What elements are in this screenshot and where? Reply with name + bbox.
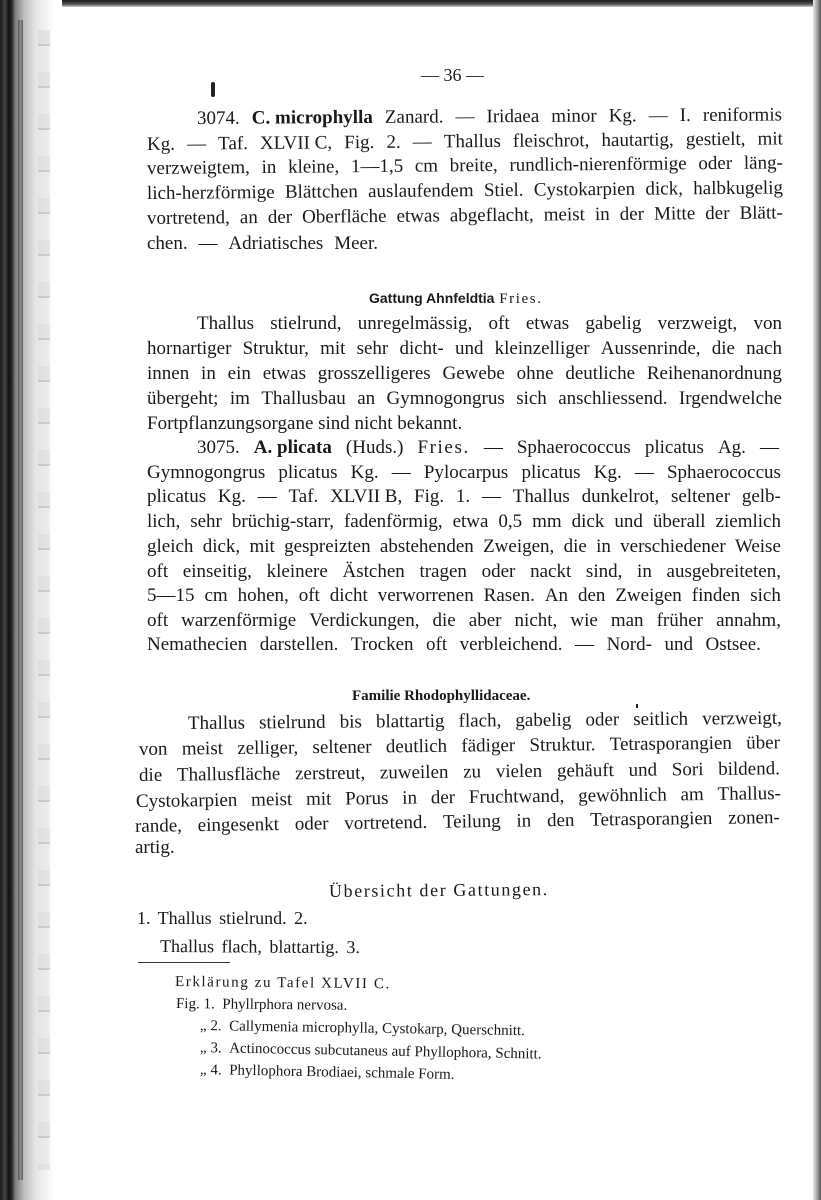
entry-3075-line-2: Gymnogongrus plicatus Kg. — Pylocarpus plicatus Kg. — Sphaerococcus [147,462,781,483]
genus-heading-author: Fries. [499,291,543,307]
ahnfeldtia-desc-line-1: Thallus stielrund, unregelmässig, oft etwas gabelig verzweigt, von [197,313,782,334]
plate-explanation-item: „ 4. Phyllophora Brodiaei, schmale Form. [199,1062,455,1083]
entry-3075-line-7: 5—15 cm hohen, oft dicht verworrenen Rasen. An den Zweigen finden sich [147,585,781,606]
scan-right-edge [813,0,821,1200]
entry-3075-line-5: gleich dick, mit gespreizten abstehenden Zweigen, die in verschiedener Weise [147,536,781,557]
entry-3075-line-6: oft einseitig, kleinere Ästchen tragen oder nackt sind, in ausgebreiteten, [147,561,781,582]
ink-speck-mark [211,82,215,97]
family-desc-line-1: Thallus stielrund bis blattartig flach, gabelig oder seitlich verzweigt, [187,707,782,734]
family-desc-line-4: Cystokarpien meist mit Porus in der Fruchtwand, gewöhnlich am Thallus- [135,783,782,812]
ahnfeldtia-desc-line-5: Fortpflanzungsorgane sind nicht bekannt. [147,413,463,434]
species-name-plicata: A. plicata [253,437,332,458]
family-desc-line-5: rande, eingesenkt oder vortretend. Teilung in den Tetrasporangien zonen- [134,806,780,837]
entry-3075-line-1: 3075. A. plicata (Huds.) Fries. — Sphaerococcus plicatus Ag. — [197,437,779,458]
entry-3074-line-3: verzweigtem, in kleine, 1—1,5 cm breite, rundlich-nierenförmige oder läng- [146,152,783,179]
entry-3074-line-6: chen. — Adriatisches Meer. [147,233,378,254]
entry-3074-line-2: Kg. — Taf. XLVII C, Fig. 2. — Thallus fleischrot, hautartig, gestielt, mit [146,128,783,155]
plate-explanation-heading: Erklärung zu Tafel XLVII C. [174,974,391,993]
entry-3075-line-9: Nemathecien darstellen. Trocken oft verbleichend. — Nord- und Ostsee. [147,634,761,655]
entry-3074-line-4: lich-herzförmige Blättchen auslaufendem Stiel. Cystokarpien dick, halbkugelig [146,177,784,204]
scan-top-edge [0,0,821,7]
footnote-rule [138,962,230,963]
scan-binding-edge [0,0,62,1200]
family-desc-line-2: von meist zelliger, seltener deutlich fädiger Struktur. Tetrasporangien über [138,732,781,760]
entry-3075-line-4: lich, sehr brüchig-starr, fadenförmig, etwa 0,5 mm dick und überall ziemlich [147,511,781,532]
key-row-2: Thallus flach, blattartig. 3. [159,936,361,958]
genus-heading-ahnfeldtia [369,287,543,310]
genus-heading-name: Gattung Ahnfeldtia [369,290,495,306]
family-heading-rhodophyllidaceae: Familie Rhodophyllidaceae. [352,688,531,704]
family-desc-line-3: die Thallusfläche zerstreut, zuweilen zu vielen gehäuft und Sori bildend. [138,758,781,786]
entry-3075-line-3: plicatus Kg. — Taf. XLVII B, Fig. 1. — Thallus dunkelrot, seltener gelb- [147,486,781,507]
plate-explanation-item: Fig. 1. Phyllrphora nervosa. [175,996,348,1014]
page-number: — 36 — [421,65,484,85]
entry-3074-line-1: 3074. C. microphylla Zanard. — Iridaea minor Kg. — I. reniformis [196,104,783,129]
ahnfeldtia-desc-line-3: innen in ein etwas grosszelligeres Gewebe ohne deutliche Reihenanordnung [147,363,782,384]
ahnfeldtia-desc-line-4: übergeht; im Thallusbau an Gymnogongrus sich anschliessend. Irgendwelche [147,388,782,409]
plate-explanation-item: „ 3. Actinococcus subcutaneus auf Phyllophora, Schnitt. [199,1040,542,1063]
key-row-1: 1. Thallus stielrund. 2. [137,908,308,928]
ahnfeldtia-desc-line-2: hornartiger Struktur, mit sehr dicht- und kleinzelliger Aussenrinde, die nach [147,338,782,359]
entry-3075-line-8: oft warzenförmige Verdickungen, die aber nicht, wie man früher annahm, [147,610,781,631]
entry-3074-line-5: vortretend, an der Oberfläche etwas abgeflacht, meist in der Mitte der Blätt- [146,202,783,229]
ink-speck-mark [636,704,638,708]
species-name-microphylla: C. microphylla [251,106,373,129]
family-desc-line-6: artig. [135,837,175,858]
key-heading: Übersicht der Gattungen. [328,879,549,901]
plate-explanation-item: „ 2. Callymenia microphylla, Cystokarp, Querschnitt. [199,1018,526,1040]
